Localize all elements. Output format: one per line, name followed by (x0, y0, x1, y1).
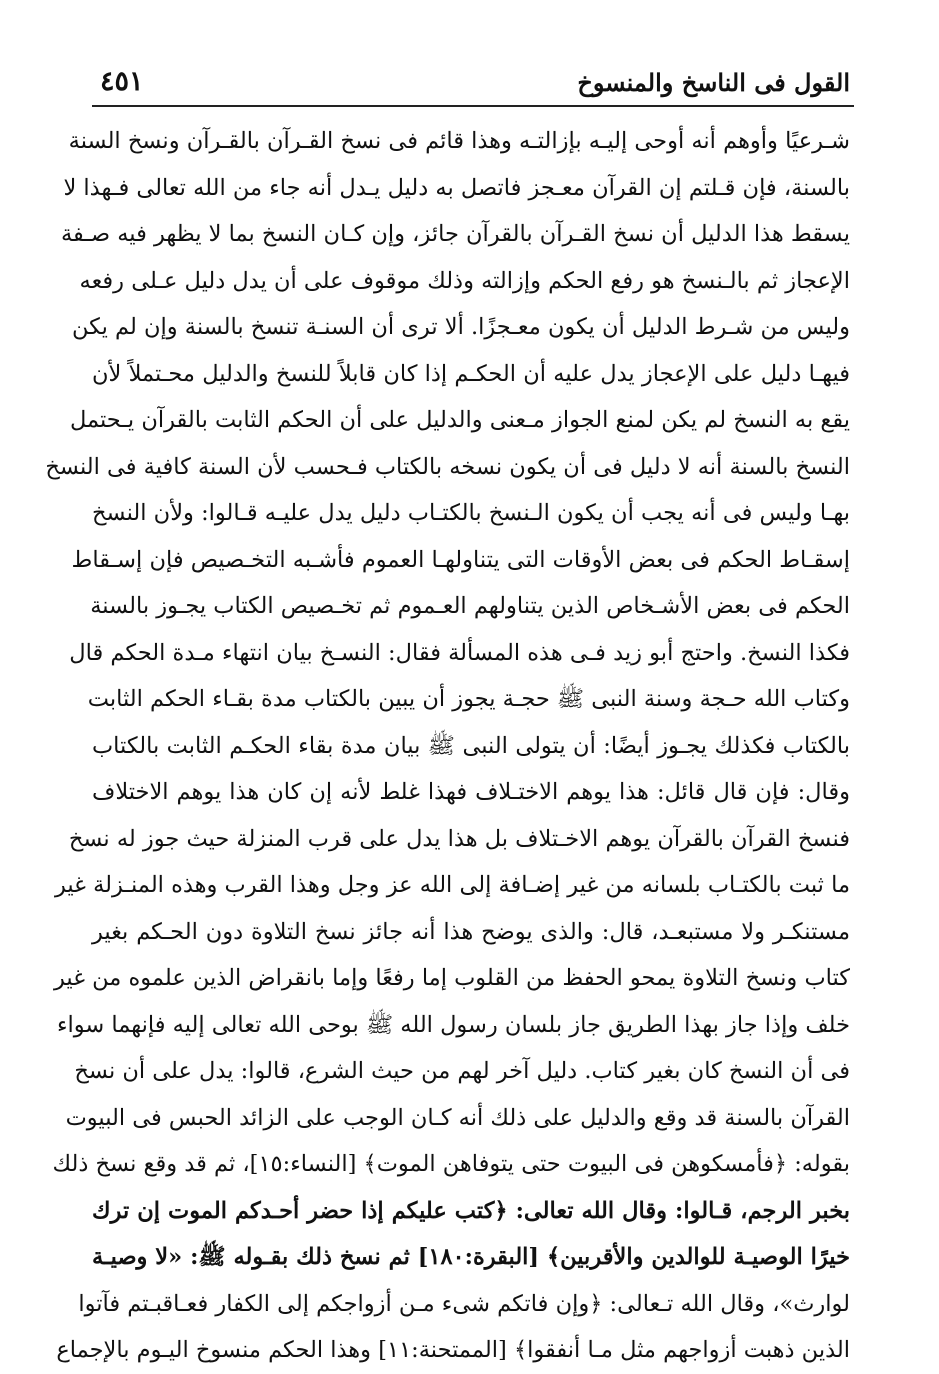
text-line: بالكتاب فكذلك يجـوز أيضًا: أن يتولى النبى ﷺ بيان مدة بقاء الحكـم الثابت بالكتاب (92, 732, 850, 759)
text-line: بخبر الرجم، قـالوا: وقال الله تعالى: ﴿كتب عليكم إذا حضر أحـدكم الموت إن ترك (92, 1197, 850, 1224)
text-line: بقوله: ﴿فأمسكوهن فى البيوت حتى يتوفاهن الموت﴾ [النساء:١٥]، ثم قد وقع نسخ ذلك (52, 1151, 850, 1177)
text-line: القرآن بالسنة قد وقع والدليل على ذلك أنه كـان الوجب على الزائد الحبس فى البيوت (65, 1104, 850, 1131)
text-line: الإعجاز ثم بالـنسخ هو رفع الحكم وإزالته وذلك موقوف على أن يدل دليل عـلى رفعه (79, 267, 850, 294)
text-line: يسقط هذا الدليل أن نسخ القـرآن بالقرآن جائز، وإن كـان النسخ بما لا يظهر فيه صـفة (60, 221, 850, 247)
running-header (92, 64, 850, 104)
text-line: الذين ذهبت أزواجهم مثل مـا أنفقوا﴾ [الممتحنة:١١] وهذا الحكم منسوخ اليـوم بالإجماع (56, 1337, 850, 1363)
text-line: بالسنة، فإن قـلتم إن القرآن معـجز فاتصل به دليل يـدل أنه جاء من الله تعالى فـهذا لا (63, 174, 850, 201)
text-line: الحكم فى بعض الأشـخاص الذين يتناولهم العـموم ثم تخـصيص الكتاب يجـوز بالسنة (90, 593, 850, 619)
body-text (45, 118, 850, 1374)
text-line: فيهـا دليل على الإعجاز يدل عليه أن الحكـم إذا كان قابلاً للنسخ والدليل محـتملاً لأن (92, 360, 850, 387)
text-line: بهـا وليس فى أنه يجب أن يكون الـنسخ بالكتـاب دليل يدل عليـه قـالوا: ولأن النسخ (92, 500, 850, 526)
text-line: فنسخ القرآن بالقرآن يوهم الاخـتلاف بل هذا يدل على قرب المنزلة حيث جوز له نسخ (68, 825, 850, 852)
text-line: فى أن النسخ كان بغير كتاب. دليل آخر لهم من حيث الشرع، قالوا: يدل على أن نسخ (74, 1058, 850, 1084)
text-line: يقع به النسخ لم يكن لمنع الجواز مـعنى والدليل على أن الحكم الثابت بالقرآن يـحتمل (69, 407, 850, 433)
text-line: مستنكـر ولا مستبعـد، قال: والذى يوضح هذا أنه جائز نسخ التلاوة دون الحـكم بغير (92, 918, 850, 945)
text-line: وليس من شـرط الدليل أن يكون معـجزًا. ألا ترى أن السنـة تنسخ بالسنة وإن لم يكن (72, 314, 850, 340)
text-line: النسخ بالسنة أنه لا دليل فى أن يكون نسخه بالكتاب فـحسب لأن السنة كافية فى النسخ (45, 453, 850, 480)
text-line: وقال: فإن قال قائل: هذا يوهم الاختـلاف فهذا غلط لأنه إن كان هذا يوهم الاختلاف (92, 779, 850, 805)
text-line: خيرًا الوصيـة للوالدين والأقربين﴾ [البقرة:١٨٠] ثم نسخ ذلك بقـوله ﷺ: «لا وصيـة (92, 1244, 850, 1270)
text-line: وكتاب الله حـجة وسنة النبى ﷺ حجـة يجوز أن يبين بالكتاب مدة بقـاء الحكم الثابت (87, 686, 850, 712)
running-title: القول فى الناسخ والمنسوخ (577, 68, 850, 97)
text-line: خلف وإذا جاز بهذا الطريق جاز بلسان رسول الله ﷺ بوحى الله تعالى إليه فإنهما سواء (56, 1011, 850, 1038)
text-line: شـرعيًا وأوهم أنه أوحى إليـه بإزالتـه وهذا قائم فى نسخ القـرآن بالقـرآن ونسخ السنة (68, 128, 850, 154)
text-line: إسقـاط الحكم فى بعض الأوقات التى يتناولهـا العموم فأشـبه التخـصيص فإن إسـقاط (71, 546, 850, 573)
text-line: لوارث»، وقال الله تـعالى: ﴿وإن فاتكم شىء مـن أزواجكم إلى الكفار فعـاقبـتم فآتوا (78, 1290, 850, 1317)
text-line: ما ثبت بالكتـاب بلسانه من غير إضـافة إلى الله عز وجل وهذا القرب وهذه المنـزلة غير (54, 872, 850, 898)
text-line: كتاب ونسخ التلاوة يمحو الحفظ من القلوب إما رفعًا وإما بانقراض الذين علموه من غير (54, 965, 850, 991)
text-line: فكذا النسخ. واحتج أبو زيد فـى هذه المسألة فقال: النسـخ بيان انتهاء مـدة الحكم قال (69, 639, 850, 666)
header-rule (92, 105, 854, 107)
page-number: ٤٥١ (100, 66, 144, 97)
